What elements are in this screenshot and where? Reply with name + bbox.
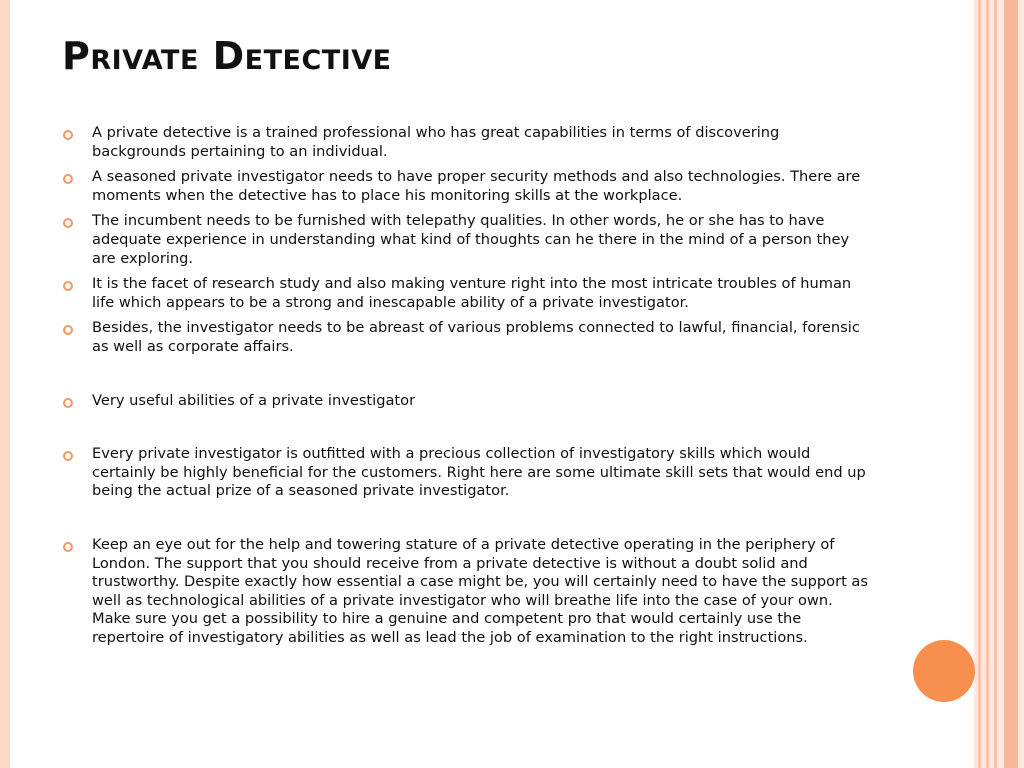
bullet-circle-icon <box>63 130 73 140</box>
stripe-3 <box>994 0 997 768</box>
bullet-item <box>62 536 872 648</box>
bullet-text: Every private investigator is outfitted with a precious collection of investigatory skills which would certainly be highly beneficial for the customers. Right here are some ultimate skill sets that would end up being the actual prize of a seasoned private investigator. <box>92 445 866 500</box>
bullet-text: It is the facet of research study and also making venture right into the most intricate troubles of human life which appears to be a strong and inescapable ability of a private investigator. <box>92 275 852 311</box>
bullet-text: Keep an eye out for the help and towering stature of a private detective operating in the periphery of London. The support that you should receive from a private detective is without a doubt solid and trustworthy. Despite exactly how essential a case might be, you will certainly need to have the support as well as technological abilities of a private investigator who will breathe life into the case of your own. Make sure you get a possibility to hire a genuine and competent pro that would certainly use the repertoire of investigatory abilities as well as lead the job of examination to the right instructions. <box>92 535 868 646</box>
bullet-circle-icon <box>63 398 73 408</box>
bullet-item <box>62 445 872 501</box>
bullet-text: A seasoned private investigator needs to have proper security methods and also technologies. There are moments when the detective has to place his monitoring skills at the workplace. <box>92 168 861 204</box>
bullet-circle-icon <box>63 325 73 335</box>
bullet-text: Besides, the investigator needs to be abreast of various problems connected to lawful, financial, forensic as well as corporate affairs. <box>92 319 860 355</box>
bullet-item <box>62 392 872 411</box>
bullet-text: Very useful abilities of a private investigator <box>92 391 416 409</box>
bullet-circle-icon <box>63 542 73 552</box>
bullet-list <box>62 124 872 647</box>
bullet-circle-icon <box>63 218 73 228</box>
bullet-text: The incumbent needs to be furnished with telepathy qualities. In other words, he or she has to have adequate experience in understanding what kind of thoughts can he there in the mind of a person they are exploring. <box>92 212 850 267</box>
orange-circle-decoration <box>913 640 975 702</box>
bullet-circle-icon <box>63 451 73 461</box>
left-border-rule <box>0 0 10 768</box>
bullet-item <box>62 124 872 161</box>
bullet-item <box>62 212 872 268</box>
right-decorative-stripes <box>974 0 1024 768</box>
bullet-circle-icon <box>63 281 73 291</box>
bullet-item <box>62 168 872 205</box>
stripe-1 <box>978 0 981 768</box>
bullet-circle-icon <box>63 174 73 184</box>
stripe-2 <box>986 0 989 768</box>
bullet-item <box>62 319 872 356</box>
bullet-item <box>62 275 872 312</box>
bullet-text: A private detective is a trained professional who has great capabilities in terms of discovering backgrounds pertaining to an individual. <box>92 124 780 160</box>
slide-title: Private Detective <box>62 34 392 78</box>
stripe-4 <box>1004 0 1018 768</box>
